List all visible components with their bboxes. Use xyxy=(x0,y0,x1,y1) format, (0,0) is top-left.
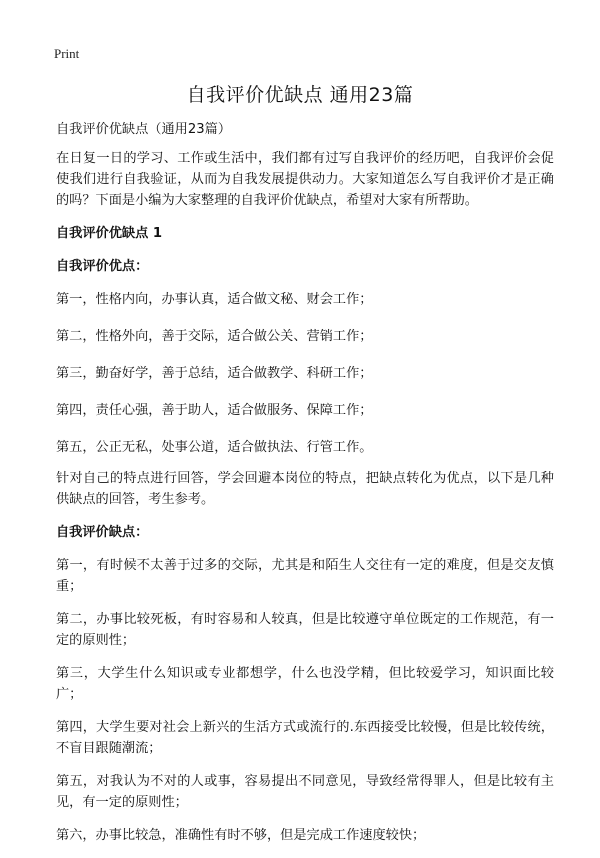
section-heading: 自我评价优缺点 1 xyxy=(56,226,163,241)
strength-item: 第二，性格外向，善于交际，适合做公关、营销工作； xyxy=(56,329,373,344)
strength-item: 第五，公正无私，处事公道，适合做执法、行管工作。 xyxy=(56,440,373,455)
weakness-item: 第三，大学生什么知识或专业都想学，什么也没学精，但比较爱学习，知识面比较广； xyxy=(56,666,554,702)
weakness-item: 第二，办事比较死板，有时容易和人较真，但是比较遵守单位既定的工作规范，有一定的原则性； xyxy=(56,612,554,648)
strength-item: 第四，责任心强，善于助人，适合做服务、保障工作； xyxy=(56,403,373,418)
weakness-item: 第一，有时候不太善于过多的交际，尤其是和陌生人交往有一定的难度，但是交友慎重； xyxy=(56,558,554,594)
print-label[interactable]: Print xyxy=(54,46,80,61)
intro-paragraph: 在日复一日的学习、工作或生活中，我们都有过写自我评价的经历吧，自我评价会促使我们进行自我验证，从而为自我发展提供动力。大家知道怎么写自我评价才是正确的吗？下面是小编为大家整理的自我评价优缺点，希望对大家有所帮助。 xyxy=(56,151,554,208)
weakness-item: 第五，对我认为不对的人或事，容易提出不同意见，导致经常得罪人，但是比较有主见，有一定的原则性； xyxy=(56,774,554,810)
strength-item: 第一，性格内向，办事认真，适合做文秘、财会工作； xyxy=(56,292,373,307)
weakness-item: 第六，办事比较急，准确性有时不够，但是完成工作速度较快； xyxy=(56,828,426,843)
weaknesses-list xyxy=(56,555,554,846)
advice-paragraph: 针对自己的特点进行回答，学会回避本岗位的特点，把缺点转化为优点，以下是几种供缺点的回答，考生参考。 xyxy=(56,471,554,507)
strengths-heading: 自我评价优点： xyxy=(56,259,149,274)
page-title: 自我评价优缺点 通用23篇 xyxy=(186,84,414,106)
weaknesses-heading: 自我评价缺点： xyxy=(56,525,149,540)
strength-item: 第三，勤奋好学，善于总结，适合做教学、科研工作； xyxy=(56,366,373,381)
document-subtitle: 自我评价优缺点（通用23篇） xyxy=(56,122,232,137)
document-body xyxy=(56,119,554,858)
weakness-item: 第四，大学生要对社会上新兴的生活方式或流行的.东西接受比较慢，但是比较传统，不盲目跟随潮流； xyxy=(56,720,554,756)
strengths-list xyxy=(56,289,554,458)
